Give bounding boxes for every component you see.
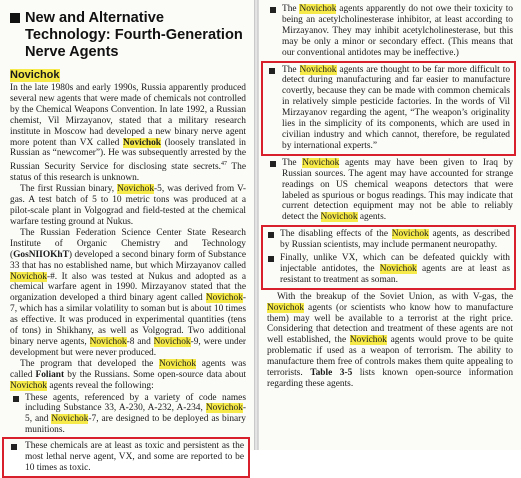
highlight-novichok: Novichok [205,293,243,304]
highlight-novichok: Novichok [117,184,155,195]
footnote-ref: 47 [220,161,227,168]
section-heading-text: New and Alternative Technology: Fourth-Generation Nerve Agents [25,10,243,60]
boxed-list-item: These chemicals are at least as toxic and persistent as the most lethal nerve agent, VX, and some are reported to be 10 times as toxic. [2,437,250,478]
bullet-square-icon [268,256,274,262]
paragraph-gosniiokht: The Russian Federation Science Center State Research Institute of Organic Chemistry and Technology (GosNIIOKhT) developed a second binary form of Substance 33 that has no established name, but which Mirzayanov called Novichok-#. It also was tested at Nukus and adopted as a chemical warfare agent in 1990. Mirzayanov stated that the organization developed a third binary agent called Novichok-7, which has a similar volatility to soman but is about 10 times as effective. It was produced in experimental quantities (tens of tons) in Shikhany, as well as Volgograd. Two additional binary nerve agents, Novichok-8 and Novichok-9, were under development but were never produced. [10,227,246,358]
highlight-novichok: Novichok [159,358,197,369]
square-bullet-icon [10,13,20,23]
left-bullet-list [10,393,246,478]
highlight-novichok: Novichok [10,380,47,391]
highlight-novichok: Novichok [299,4,337,14]
table-reference: Table 3-5 [310,368,353,379]
bullet-square-icon [268,232,274,238]
highlight-novichok: Novichok [51,414,89,425]
right-page [258,0,521,450]
paragraph-intro: In the late 1980s and early 1990s, Russia apparently produced several new agents that were made of chemicals not controlled by the Chemical Weapons Convention. In late 1992, a Russian chemist, Vil Mirzayanov, stated that a military research institute in Moscow had developed a new binary nerve agent more potent than VX called Novichok (loosely translated in Russian as “newcomer”). He was subsequently arrested by the Russian Security Service for disclosing state secrets.$^{47}$ The status of this research is unknown. [10,83,247,184]
bullet-square-icon [270,7,276,13]
highlight-novichok: Novichok [267,302,304,313]
subheading-novichok: Novichok [10,69,60,81]
boxed-list-group [261,225,516,290]
paragraph-foliant: The program that developed the Novichok agents was called Foliant by the Russians. Some open-source data about Novichok agents reveal the following: [10,358,247,391]
highlight-novichok: Novichok [379,263,417,274]
left-page [0,0,255,473]
bullet-square-icon [11,444,17,450]
paragraph-first-binary: The first Russian binary, Novichok-5, was derived from V-gas. A test batch of 5 to 10 metric tons was produced at a pilot-scale plant in Volgograd and field-tested at the chemical warfare testing ground at Nukus. [10,184,246,227]
paragraph-closing: With the breakup of the Soviet Union, as with V-gas, the Novichok agents (or scientists who know how to manufacture them) may well be available to a terrorist at the right price. Considering that detection and treatment of these agents are not well established, the Novichok agents would prove to be quite problematic if used as a weapon of terrorism. The ability to manufacture them free of controls makes them quite appealing to terrorists. Table 3-5 lists known open-source information regarding these agents. [267,291,514,389]
highlight-novichok: Novichok [10,271,47,282]
list-item: These agents, referenced by a variety of code names including Substance 33, A-230, A-232, A-234, Novichok-5, and Novichok-7, are designed to be deployed as binary munitions. [10,393,246,437]
highlight-novichok: Novichok [299,64,337,75]
list-item: The Novichok agents may have been given to Iraq by Russian sources. The agent may have accounted for strange readings on US chemical weapons detectors that were labeled as spurious or bogus readings. This may indicate that current detection equipment may not be able to reliably detect the Novichok agents. [267,158,513,223]
section-heading [10,10,246,61]
boxed-list-item: The Novichok agents are thought to be far more difficult to detect during manufacturing and far easier to manufacture covertly, because they can be made with common chemicals in relatively simple pesticide factories. In the words of Vil Mirzayanov regarding the agent, “The weapon’s originality lies in the simplicity of its components, which are used in civilian industry and which cannot, therefore, be regulated by international experts.” [261,61,516,156]
highlight-novichok: Novichok [320,212,358,223]
bullet-square-icon [269,68,275,74]
bullet-square-icon [13,396,19,402]
bullet-square-icon [270,161,276,167]
gosniiokht-bold: GosNIIOKhT [13,249,69,260]
highlight-novichok: Novichok [153,336,191,347]
highlight-novichok: Novichok [205,403,243,414]
foliant-bold: Foliant [35,369,65,380]
highlight-novichok: Novichok [391,229,429,240]
list-item: Finally, unlike VX, which can be defeated quickly with injectable antidotes, the Novichok agents are at least as resistant to treatment as soman. [265,253,510,286]
highlight-novichok: Novichok [302,157,340,168]
highlight-novichok: Novichok [89,336,127,347]
list-item: The disabling effects of the Novichok agents, as described by Russian scientists, may include permanent neuropathy. [265,229,510,251]
list-item: The Novichok agents apparently do not owe their toxicity to being an acetylcholinesterase inhibitor, at least according to Mirzayanov. They may inhibit acetylcholinesterase, but this may be only a minor or secondary effect. (This means that our conventional antidotes may be ineffective.) [267,4,513,59]
right-bullet-list [267,4,513,290]
highlight-novichok: Novichok [349,335,387,346]
highlight-novichok: Novichok [122,137,162,148]
